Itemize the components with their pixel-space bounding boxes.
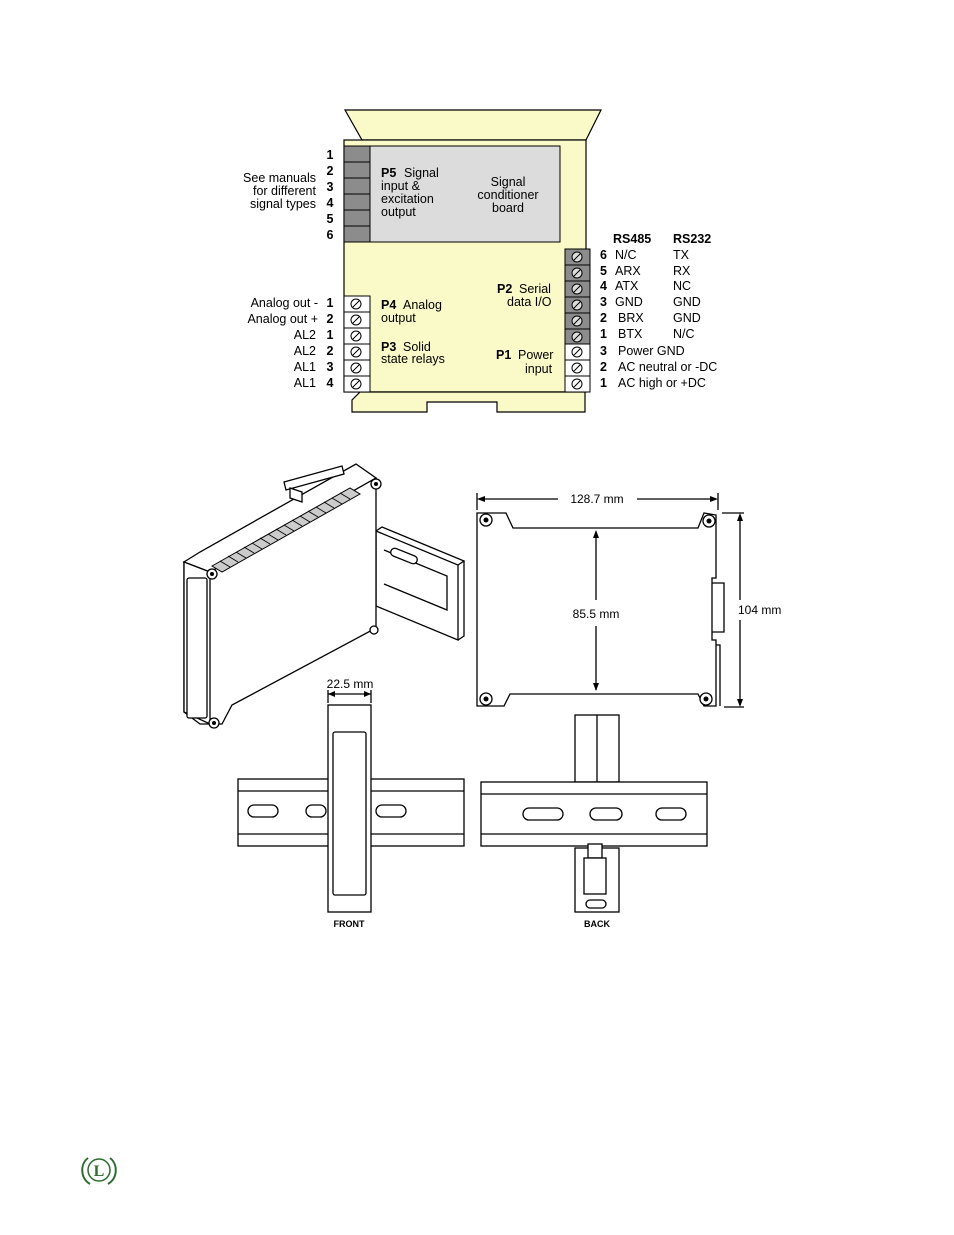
p3-row-2-pin: 2 [326, 344, 334, 358]
p5-label-line-3: excitation [381, 192, 434, 206]
p2-row-4-pin: 3 [600, 295, 607, 309]
p4-row-1-name: Analog out - [250, 296, 318, 310]
p2-row-5-pin: 2 [600, 311, 607, 325]
p2-row-1-rs232: TX [673, 248, 689, 262]
p5-label-line-2: input & [381, 179, 420, 193]
p5-note-line-3: signal types [249, 197, 316, 211]
p5-note-line-1: See manuals [243, 171, 316, 185]
p2-row-1-pin: 6 [600, 248, 607, 262]
p5-pin-2: 2 [326, 164, 334, 178]
housing-top-flange [345, 110, 601, 140]
p5-id: P5 [381, 166, 397, 180]
isometric-view [184, 464, 464, 728]
p2-label-line-2: data I/O [507, 295, 552, 309]
rs485-header: RS485 [613, 232, 652, 246]
p3-label-line-1: Solid [403, 340, 431, 354]
p2-id: P2 [497, 282, 513, 296]
front-view [238, 677, 464, 929]
p2-row-2-rs232: RX [673, 264, 691, 278]
p2-row-5-rs232: GND [673, 311, 701, 325]
p2-row-6-rs485: BTX [618, 327, 643, 341]
p5-terminal-block [344, 146, 370, 242]
p3-id: P3 [381, 340, 397, 354]
p1-row-1-pin: 3 [600, 344, 607, 358]
board-label-line-2: conditioner [477, 188, 539, 202]
p1-terminal-block [565, 344, 590, 392]
logo-letter: L [93, 1163, 105, 1180]
p3-row-1-pin: 1 [326, 328, 334, 342]
p2-row-4-rs485: GND [615, 295, 643, 309]
housing-bottom-foot [352, 392, 585, 412]
p1-row-2-pin: 2 [600, 360, 607, 374]
p5-pin-3: 3 [326, 180, 334, 194]
p2-row-5-rs485: BRX [618, 311, 644, 325]
dimension-depth: 22.5 mm [326, 677, 374, 691]
p3-label-line-2: state relays [381, 352, 445, 366]
p1-row-3-text: AC high or +DC [618, 376, 706, 390]
p4-id: P4 [381, 298, 397, 312]
laurel-logo [82, 1158, 116, 1184]
p5-pin-1: 1 [326, 148, 334, 162]
p5-label-line-1: Signal [404, 166, 439, 180]
side-view [477, 492, 781, 707]
dimension-inner-height: 85.5 mm [572, 607, 620, 621]
p2-row-1-rs485: N/C [615, 248, 637, 262]
p1-label-line-2: input [525, 362, 553, 376]
p2-row-2-pin: 5 [600, 264, 607, 278]
board-label-line-3: board [492, 201, 524, 215]
board-label-line-1: Signal [490, 175, 526, 189]
p2-row-3-rs232: NC [673, 279, 692, 293]
p4-label-line-1: Analog [403, 298, 442, 312]
back-view [481, 715, 707, 929]
p3-row-2-name: AL2 [293, 344, 316, 358]
p2-row-6-pin: 1 [600, 327, 607, 341]
p2-terminal-block [565, 249, 590, 345]
p5-pin-4: 4 [326, 196, 334, 210]
p4-label-line-2: output [381, 311, 416, 325]
p5-pin-5: 5 [326, 212, 334, 226]
rs232-header: RS232 [673, 232, 712, 246]
p5-pin-6: 6 [326, 228, 334, 242]
p4-row-2-pin: 2 [326, 312, 334, 326]
p3-row-4-pin: 4 [326, 376, 334, 390]
p5-note-line-2: for different [252, 184, 316, 198]
p4-p3-terminal-block [344, 296, 370, 392]
p5-label-line-4: output [381, 205, 416, 219]
p4-row-2-name: Analog out + [247, 312, 318, 326]
wiring-diagram [243, 110, 717, 412]
p3-row-1-name: AL2 [293, 328, 316, 342]
back-view-caption: BACK [584, 919, 610, 929]
p2-row-4-rs232: GND [673, 295, 701, 309]
p2-row-3-pin: 4 [600, 279, 607, 293]
dimension-height: 104 mm [738, 603, 782, 617]
p3-row-4-name: AL1 [293, 376, 316, 390]
p1-label-line-1: Power [518, 348, 554, 362]
p1-row-1-text: Power GND [618, 344, 685, 358]
p2-row-2-rs485: ARX [615, 264, 641, 278]
p2-label-line-1: Serial [519, 282, 551, 296]
p1-row-3-pin: 1 [600, 376, 607, 390]
front-view-caption: FRONT [333, 919, 365, 929]
p4-row-1-pin: 1 [326, 296, 334, 310]
p3-row-3-pin: 3 [326, 360, 334, 374]
p2-row-6-rs232: N/C [673, 327, 695, 341]
p3-row-3-name: AL1 [293, 360, 316, 374]
p1-id: P1 [496, 348, 512, 362]
p2-row-3-rs485: ATX [615, 279, 639, 293]
dimension-width: 128.7 mm [570, 492, 624, 506]
p1-row-2-text: AC neutral or -DC [618, 360, 718, 374]
